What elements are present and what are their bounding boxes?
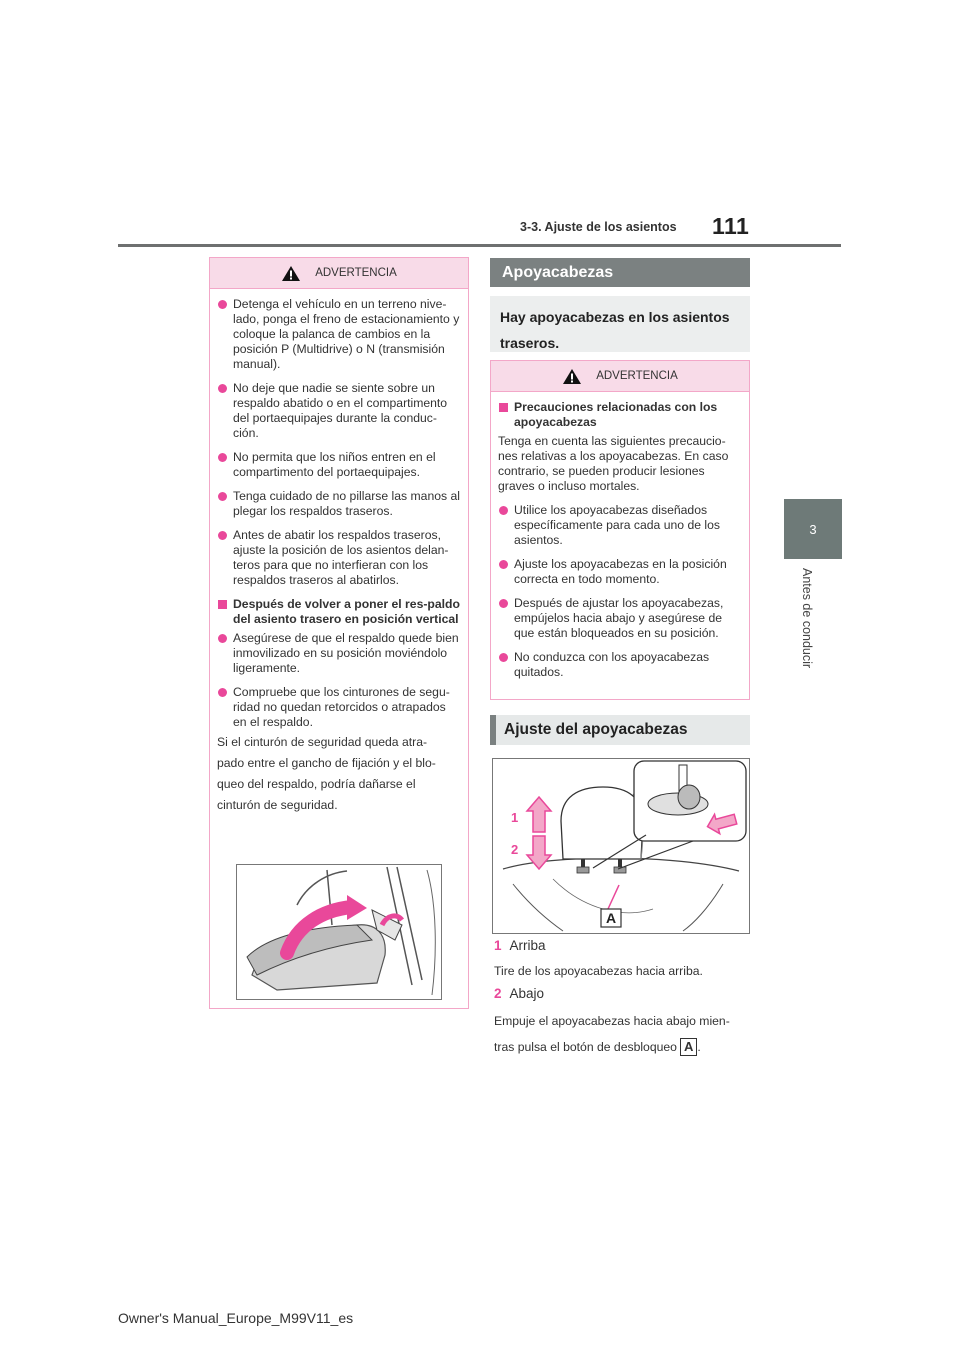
section-title: 3-3. Ajuste de los asientos xyxy=(520,220,677,234)
warning-subheading: Precauciones relacionadas con los apoyacabezas xyxy=(498,400,741,430)
warning-title: ADVERTENCIA xyxy=(315,267,397,279)
step-label: Abajo xyxy=(509,986,545,1001)
chapter-label: Antes de conducir xyxy=(800,568,814,669)
step-1 xyxy=(494,938,546,953)
warning-bullet: Ajuste los apoyacabezas en la posición correcta en todo momento. xyxy=(498,557,741,587)
warning-bullet: No permita que los niños entren en el compartimento del portaequipajes. xyxy=(217,450,460,480)
chapter-tab xyxy=(784,499,842,559)
warning-body xyxy=(210,289,468,822)
warning-header xyxy=(491,361,749,392)
warning-triangle-icon xyxy=(562,368,582,385)
step-label: Arriba xyxy=(509,938,546,953)
warning-bullet: Utilice los apoyacabezas diseñados específicamente para cada uno de los asientos. xyxy=(498,503,741,548)
warning-bullet: Asegúrese de que el respaldo quede bien inmovilizado en su posición moviéndolo ligeramente. xyxy=(217,631,460,676)
warning-bullet: Después de ajustar los apoyacabezas, empújelos hacia abajo y asegúrese de que están bloqueados en su posición. xyxy=(498,596,741,641)
intro-box xyxy=(490,296,750,352)
warning-bullet: No conduzca con los apoyacabezas quitados. xyxy=(498,650,741,680)
footer-text: Owner's Manual_Europe_M99V11_es xyxy=(118,1310,354,1326)
warning-header xyxy=(210,258,468,289)
text-line: tras pulsa el botón de desbloqueo A . xyxy=(494,1039,701,1054)
section-banner: Apoyacabezas xyxy=(490,258,750,287)
warning-text-line: cinturón de seguridad. xyxy=(217,798,338,812)
page-number: 111 xyxy=(712,213,750,239)
warning-bullet: No deje que nadie se siente sobre un respaldo abatido o en el compartimento del portaequipajes durante la conduc-ción. xyxy=(217,381,460,441)
headrest-illustration xyxy=(492,758,750,934)
warning-text-line: queo del respaldo, podría dañarse el xyxy=(217,777,416,791)
intro-line: Hay apoyacabezas en los asientos xyxy=(500,309,730,325)
intro-line: traseros. xyxy=(500,335,560,351)
seatback-drawing xyxy=(237,865,441,999)
warning-body xyxy=(491,392,749,695)
warning-intro: Tenga en cuenta las siguientes precaucio-nes relativas a los apoyacabezas. En caso contrario, se pueden producir lesiones graves o incluso mortales. xyxy=(498,434,729,493)
header-rule xyxy=(118,244,841,247)
warning-text-line: Si el cinturón de seguridad queda atra- xyxy=(217,735,428,749)
warning-bullet: Detenga el vehículo en un terreno nive-lado, ponga el freno de estacionamiento y coloque la palanca de cambios en la posición P (Multidrive) o N (transmisión manual). xyxy=(217,297,460,372)
figure-label-a: A xyxy=(605,910,617,926)
step-1-description: Tire de los apoyacabezas hacia arriba. xyxy=(494,964,703,978)
step-number: 2 xyxy=(494,986,502,1001)
step-2-description xyxy=(494,1010,764,1058)
seatback-illustration xyxy=(236,864,442,1000)
warning-triangle-icon xyxy=(281,265,301,282)
release-button-reference: A xyxy=(680,1038,697,1056)
warning-bullet: Tenga cuidado de no pillarse las manos al plegar los respaldos traseros. xyxy=(217,489,460,519)
figure-label-2: 2 xyxy=(511,842,519,857)
warning-subheading: Después de volver a poner el res-paldo del asiento trasero en posición vertical xyxy=(217,597,460,627)
warning-bullet: Antes de abatir los respaldos traseros, ajuste la posición de los asientos delan-teros para que no interfieran con los respaldos traseros al abatirlos. xyxy=(217,528,460,588)
step-2 xyxy=(494,986,544,1001)
chapter-number: 3 xyxy=(809,521,817,537)
headrest-drawing xyxy=(493,759,749,933)
right-warning-box xyxy=(490,360,750,700)
warning-bullet: Compruebe que los cinturones de segu-ridad no quedan retorcidos o atrapados en el respaldo. xyxy=(217,685,460,730)
figure-label-1: 1 xyxy=(511,810,519,825)
warning-text-line: pado entre el gancho de fijación y el blo- xyxy=(217,756,436,770)
step-number: 1 xyxy=(494,938,502,953)
sub-banner: Ajuste del apoyacabezas xyxy=(490,715,750,745)
text-line: Empuje el apoyacabezas hacia abajo mien- xyxy=(494,1014,730,1028)
warning-title: ADVERTENCIA xyxy=(596,370,678,382)
